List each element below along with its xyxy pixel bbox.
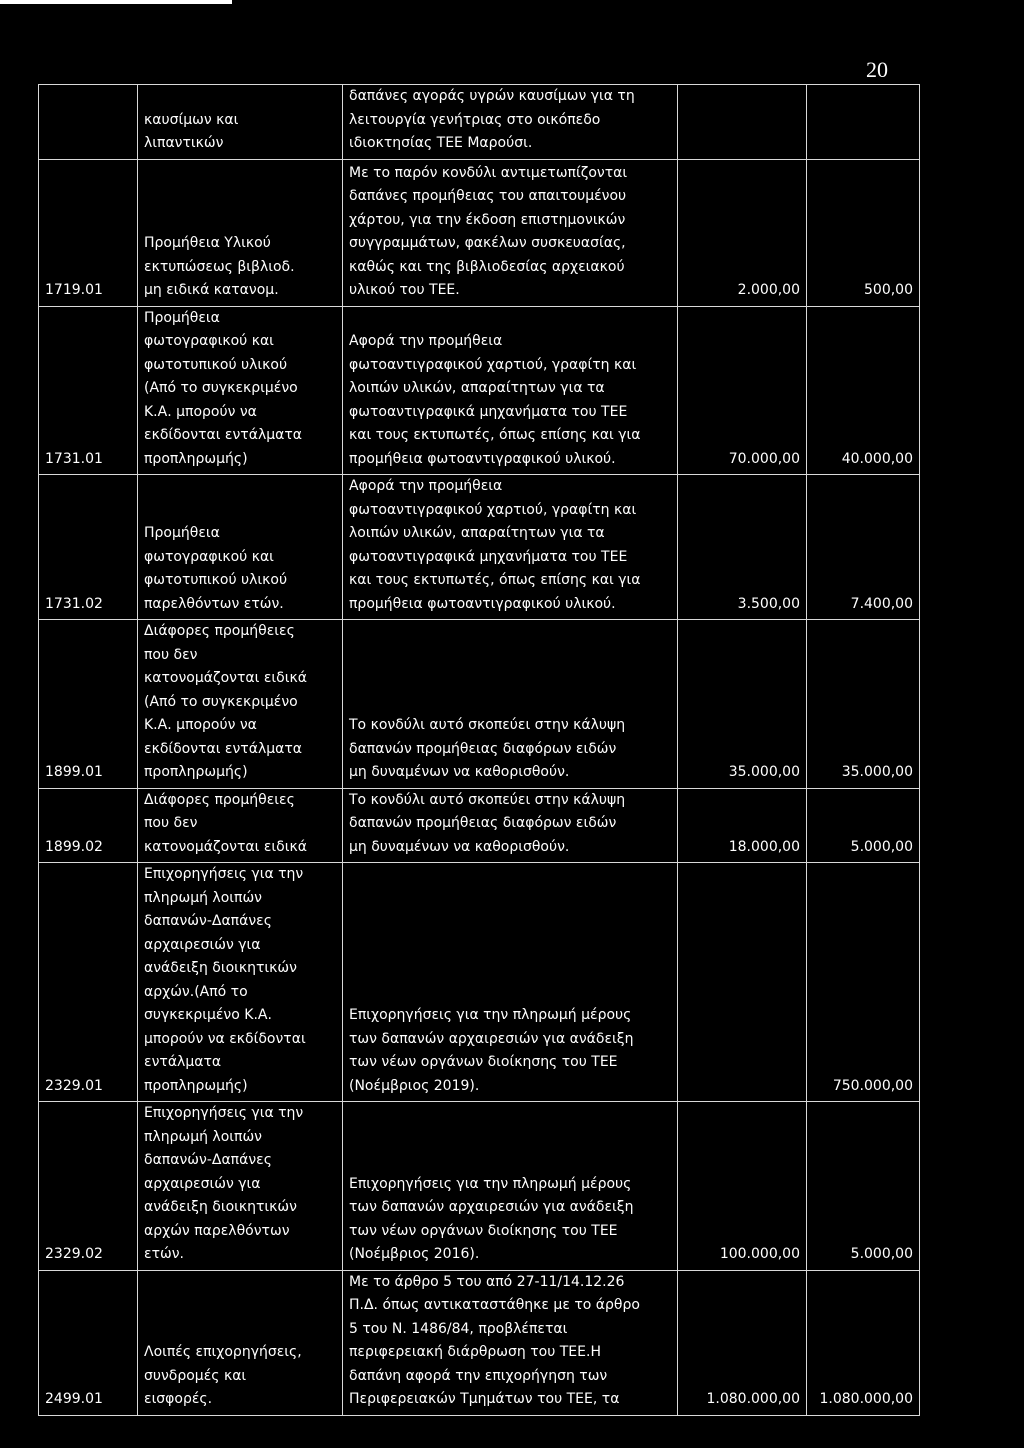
amount-cell-1: 3.500,00 <box>678 475 807 620</box>
amount-cell-2 <box>807 85 920 160</box>
account-title-cell: Λοιπές επιχορηγήσεις, συνδρομές και εισφορές. <box>138 1270 343 1415</box>
amount-cell-2: 40.000,00 <box>807 306 920 475</box>
amount-cell-1 <box>678 85 807 160</box>
description-cell: Επιχορηγήσεις για την πληρωμή μέρους των δαπανών αρχαιρεσιών για ανάδειξη των νέων οργάνων διοίκησης του ΤΕΕ (Νοέμβριος 2019). <box>343 863 678 1102</box>
amount-cell-1: 35.000,00 <box>678 620 807 789</box>
table-row <box>39 306 920 475</box>
amount-cell-1: 2.000,00 <box>678 159 807 306</box>
amount-cell-1: 1.080.000,00 <box>678 1270 807 1415</box>
account-title-cell: Επιχορηγήσεις για την πληρωμή λοιπών δαπανών-Δαπάνες αρχαιρεσιών για ανάδειξη διοικητικών αρχών παρελθόντων ετών. <box>138 1102 343 1271</box>
account-title-cell: Προμήθεια φωτογραφικού και φωτοτυπικού υλικού (Από το συγκεκριμένο Κ.Α. μπορούν να εκδίδονται εντάλματα προπληρωμής) <box>138 306 343 475</box>
account-code-cell: 2329.02 <box>39 1102 138 1271</box>
account-code-cell: 1899.02 <box>39 788 138 863</box>
table-row <box>39 159 920 306</box>
amount-cell-1: 70.000,00 <box>678 306 807 475</box>
table-row <box>39 1270 920 1415</box>
amount-cell-2: 35.000,00 <box>807 620 920 789</box>
table-row <box>39 85 920 160</box>
description-cell: Αφορά την προμήθεια φωτοαντιγραφικού χαρτιού, γραφίτη και λοιπών υλικών, απαραίτητων για τα φωτοαντιγραφικά μηχανήματα του ΤΕΕ και τους εκτυπωτές, όπως επίσης και για προμήθεια φωτοαντιγραφικού υλικού. <box>343 306 678 475</box>
account-code-cell <box>39 85 138 160</box>
amount-cell-2: 1.080.000,00 <box>807 1270 920 1415</box>
table-row <box>39 475 920 620</box>
account-title-cell: Διάφορες προμήθειες που δεν κατονομάζονται ειδικά (Από το συγκεκριμένο Κ.Α. μπορούν να εκδίδονται εντάλματα προπληρωμής) <box>138 620 343 789</box>
table-row <box>39 788 920 863</box>
account-code-cell: 1899.01 <box>39 620 138 789</box>
description-cell: Με το παρόν κονδύλι αντιμετωπίζονται δαπάνες προμήθειας του απαιτουμένου χάρτου, για την έκδοση επιστημονικών συγγραμμάτων, φακέλων συσκευασίας, καθώς και της βιβλιοδεσίας αρχειακού υλικού του ΤΕΕ. <box>343 159 678 306</box>
amount-cell-2: 750.000,00 <box>807 863 920 1102</box>
page-number: 20 <box>866 57 888 82</box>
budget-table-body <box>39 85 920 1416</box>
account-title-cell: Προμήθεια Υλικού εκτυπώσεως βιβλιοδ. μη ειδικά κατανομ. <box>138 159 343 306</box>
amount-cell-1: 18.000,00 <box>678 788 807 863</box>
account-title-cell: Προμήθεια φωτογραφικού και φωτοτυπικού υλικού παρελθόντων ετών. <box>138 475 343 620</box>
description-cell: Με το άρθρο 5 του από 27-11/14.12.26 Π.Δ. όπως αντικαταστάθηκε με το άρθρο 5 του Ν. 1486/84, προβλέπεται περιφερειακή διάρθρωση του ΤΕΕ.Η δαπάνη αφορά την επιχορήγηση των Περιφερειακών Τμημάτων του ΤΕΕ, τα <box>343 1270 678 1415</box>
amount-cell-2: 5.000,00 <box>807 1102 920 1271</box>
top-edge-bar <box>0 0 232 4</box>
account-code-cell: 1731.02 <box>39 475 138 620</box>
amount-cell-2: 500,00 <box>807 159 920 306</box>
account-code-cell: 1719.01 <box>39 159 138 306</box>
description-cell: Αφορά την προμήθεια φωτοαντιγραφικού χαρτιού, γραφίτη και λοιπών υλικών, απαραίτητων για τα φωτοαντιγραφικά μηχανήματα του ΤΕΕ και τους εκτυπωτές, όπως επίσης και για προμήθεια φωτοαντιγραφικού υλικού. <box>343 475 678 620</box>
description-cell: Επιχορηγήσεις για την πληρωμή μέρους των δαπανών αρχαιρεσιών για ανάδειξη των νέων οργάνων διοίκησης του ΤΕΕ (Νοέμβριος 2016). <box>343 1102 678 1271</box>
description-cell: Το κονδύλι αυτό σκοπεύει στην κάλυψη δαπανών προμήθειας διαφόρων ειδών μη δυναμένων να καθορισθούν. <box>343 788 678 863</box>
account-title-cell: Επιχορηγήσεις για την πληρωμή λοιπών δαπανών-Δαπάνες αρχαιρεσιών για ανάδειξη διοικητικών αρχών.(Από το συγκεκριμένο Κ.Α. μπορούν να εκδίδονται εντάλματα προπληρωμής) <box>138 863 343 1102</box>
amount-cell-2: 7.400,00 <box>807 475 920 620</box>
amount-cell-1: 100.000,00 <box>678 1102 807 1271</box>
account-title-cell: Διάφορες προμήθειες που δεν κατονομάζονται ειδικά <box>138 788 343 863</box>
budget-table <box>38 84 920 1416</box>
description-cell: Το κονδύλι αυτό σκοπεύει στην κάλυψη δαπανών προμήθειας διαφόρων ειδών μη δυναμένων να καθορισθούν. <box>343 620 678 789</box>
account-code-cell: 1731.01 <box>39 306 138 475</box>
table-row <box>39 620 920 789</box>
account-code-cell: 2499.01 <box>39 1270 138 1415</box>
table-row <box>39 863 920 1102</box>
description-cell: δαπάνες αγοράς υγρών καυσίμων για τη λειτουργία γενήτριας στο οικόπεδο ιδιοκτησίας ΤΕΕ Μαρούσι. <box>343 85 678 160</box>
account-title-cell: καυσίμων και λιπαντικών <box>138 85 343 160</box>
amount-cell-2: 5.000,00 <box>807 788 920 863</box>
amount-cell-1 <box>678 863 807 1102</box>
account-code-cell: 2329.01 <box>39 863 138 1102</box>
table-row <box>39 1102 920 1271</box>
